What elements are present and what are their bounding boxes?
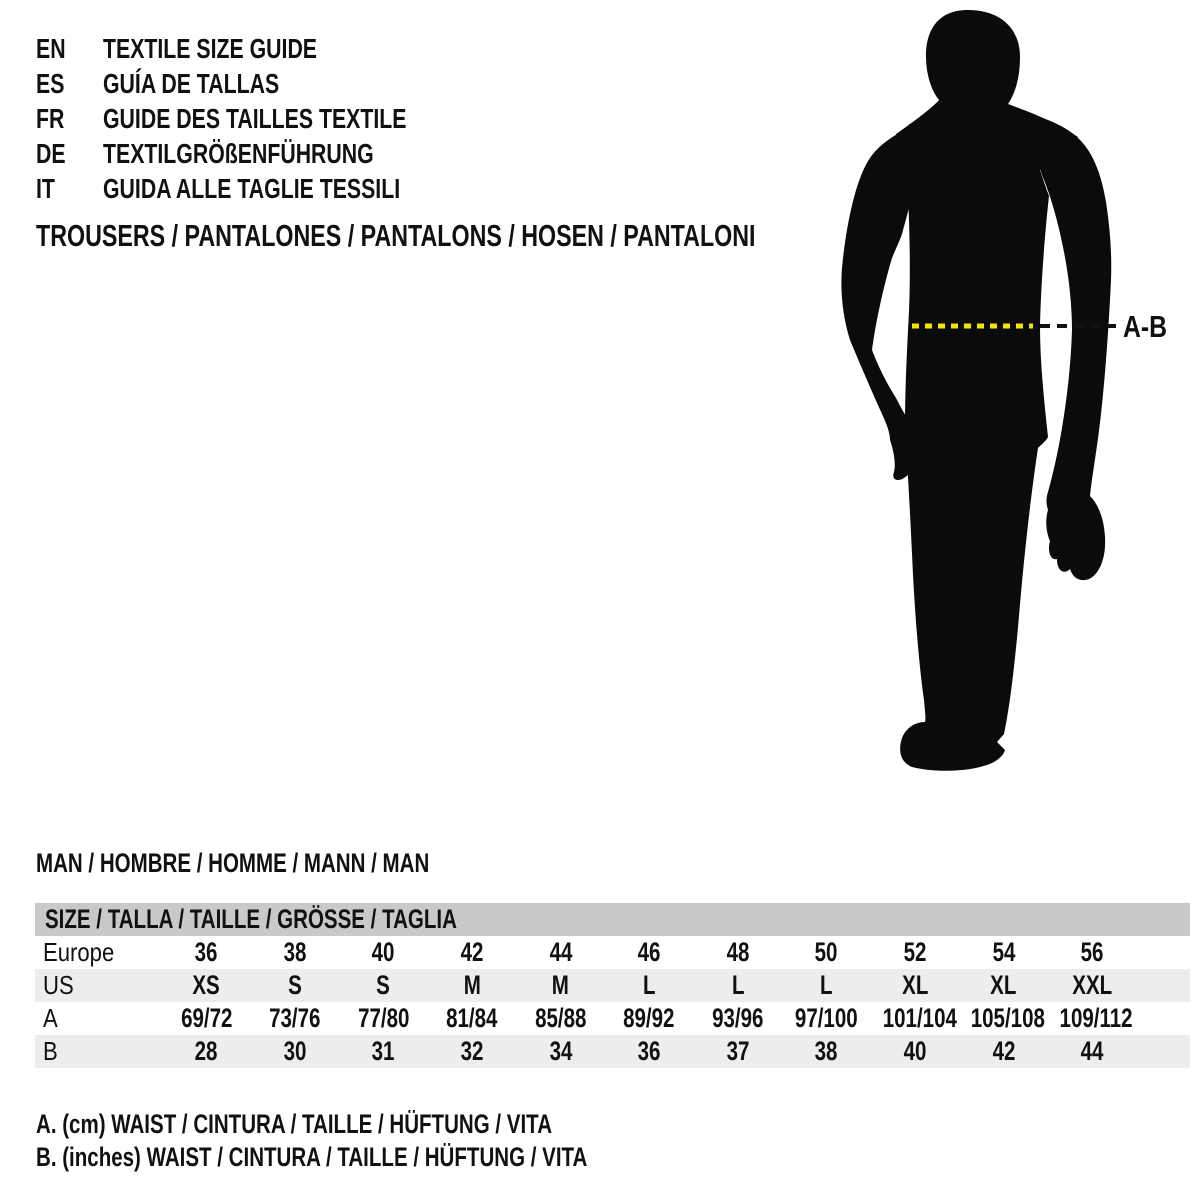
size-value: XL xyxy=(990,970,1017,1000)
size-value: L xyxy=(642,970,656,1000)
size-value: 36 xyxy=(637,1036,661,1066)
size-value: 40 xyxy=(903,1036,927,1066)
size-value: XL xyxy=(901,970,929,1000)
size-value: M xyxy=(552,970,570,1000)
table-row-a xyxy=(35,1002,1190,1035)
size-value: 109/112 xyxy=(1059,1003,1133,1033)
size-value: 73/76 xyxy=(269,1003,321,1033)
size-value: S xyxy=(288,970,302,1000)
size-table xyxy=(35,903,1190,1068)
language-code: FR xyxy=(36,102,65,134)
size-value: 77/80 xyxy=(357,1003,410,1033)
footnote-b: B. (inches) WAIST / CINTURA / TAILLE / HÜFTUNG / VITA xyxy=(36,1142,588,1172)
row-label: A xyxy=(43,1003,58,1033)
size-value: 56 xyxy=(1080,937,1104,967)
language-code: ES xyxy=(36,67,65,99)
row-label: US xyxy=(43,970,74,1000)
size-value: 28 xyxy=(194,1036,218,1066)
size-value: 46 xyxy=(637,937,661,967)
size-value: 31 xyxy=(372,1036,395,1066)
waist-line-label: A-B xyxy=(1123,309,1168,344)
table-row-us xyxy=(35,969,1190,1002)
table-row-b xyxy=(35,1035,1190,1068)
size-value: 69/72 xyxy=(180,1003,232,1033)
language-code: EN xyxy=(36,32,66,64)
size-value: M xyxy=(463,970,481,1000)
size-value: 42 xyxy=(460,937,484,967)
size-value: L xyxy=(731,970,745,1000)
language-code: DE xyxy=(36,137,66,169)
size-value: 101/104 xyxy=(882,1003,957,1033)
size-value: 38 xyxy=(283,937,307,967)
size-value: 97/100 xyxy=(795,1003,858,1033)
size-value: 54 xyxy=(992,937,1016,967)
footnote-a: A. (cm) WAIST / CINTURA / TAILLE / HÜFTUNG / VITA xyxy=(36,1109,553,1139)
row-label: B xyxy=(43,1036,58,1066)
size-table-header xyxy=(35,903,1190,936)
size-value: 52 xyxy=(903,937,927,967)
size-value: 85/88 xyxy=(534,1003,587,1033)
size-value: 44 xyxy=(549,937,573,967)
table-row-europe xyxy=(35,936,1190,969)
gender-title xyxy=(36,848,553,879)
language-row-es xyxy=(36,66,502,101)
size-value: 36 xyxy=(194,937,218,967)
size-value: 30 xyxy=(283,1036,307,1066)
size-value: S xyxy=(376,970,391,1000)
language-row-it xyxy=(36,171,502,206)
language-row-en xyxy=(36,31,502,66)
size-value: 38 xyxy=(815,1036,838,1066)
man-silhouette xyxy=(820,0,1200,800)
gender-title-text: MAN / HOMBRE / HOMME / MANN / MAN xyxy=(36,848,430,878)
size-value: 44 xyxy=(1080,1036,1104,1066)
language-code: IT xyxy=(36,172,55,204)
size-value: XXL xyxy=(1072,970,1113,1000)
language-title: TEXTILGRÖßENFÜHRUNG xyxy=(103,137,374,169)
size-value: 50 xyxy=(815,937,838,967)
size-table-header-text: SIZE / TALLA / TAILLE / GRÖSSE / TAGLIA xyxy=(45,904,457,934)
size-value: 105/108 xyxy=(971,1003,1046,1033)
category-title-text: TROUSERS / PANTALONES / PANTALONS / HOSEN / PANTALONI xyxy=(36,218,756,253)
language-title: TEXTILE SIZE GUIDE xyxy=(103,32,318,64)
language-title: GUÍA DE TALLAS xyxy=(103,67,280,99)
size-value: 81/84 xyxy=(446,1003,498,1033)
footnotes xyxy=(36,1108,761,1174)
language-row-de xyxy=(36,136,502,171)
size-value: 32 xyxy=(460,1036,484,1066)
language-row-fr xyxy=(36,101,502,136)
row-label: Europe xyxy=(43,937,115,967)
size-value: 89/92 xyxy=(623,1003,675,1033)
size-value: 42 xyxy=(992,1036,1016,1066)
language-title: GUIDA ALLE TAGLIE TESSILI xyxy=(103,172,401,204)
size-table-body xyxy=(35,936,1190,1068)
language-title: GUIDE DES TAILLES TEXTILE xyxy=(103,102,407,134)
size-value: 40 xyxy=(372,937,395,967)
size-value: 93/96 xyxy=(712,1003,764,1033)
language-list xyxy=(36,31,502,206)
size-value: L xyxy=(820,970,833,1000)
size-value: 37 xyxy=(726,1036,750,1066)
size-value: XS xyxy=(192,970,220,1000)
size-value: 34 xyxy=(549,1036,573,1066)
size-value: 48 xyxy=(726,937,750,967)
